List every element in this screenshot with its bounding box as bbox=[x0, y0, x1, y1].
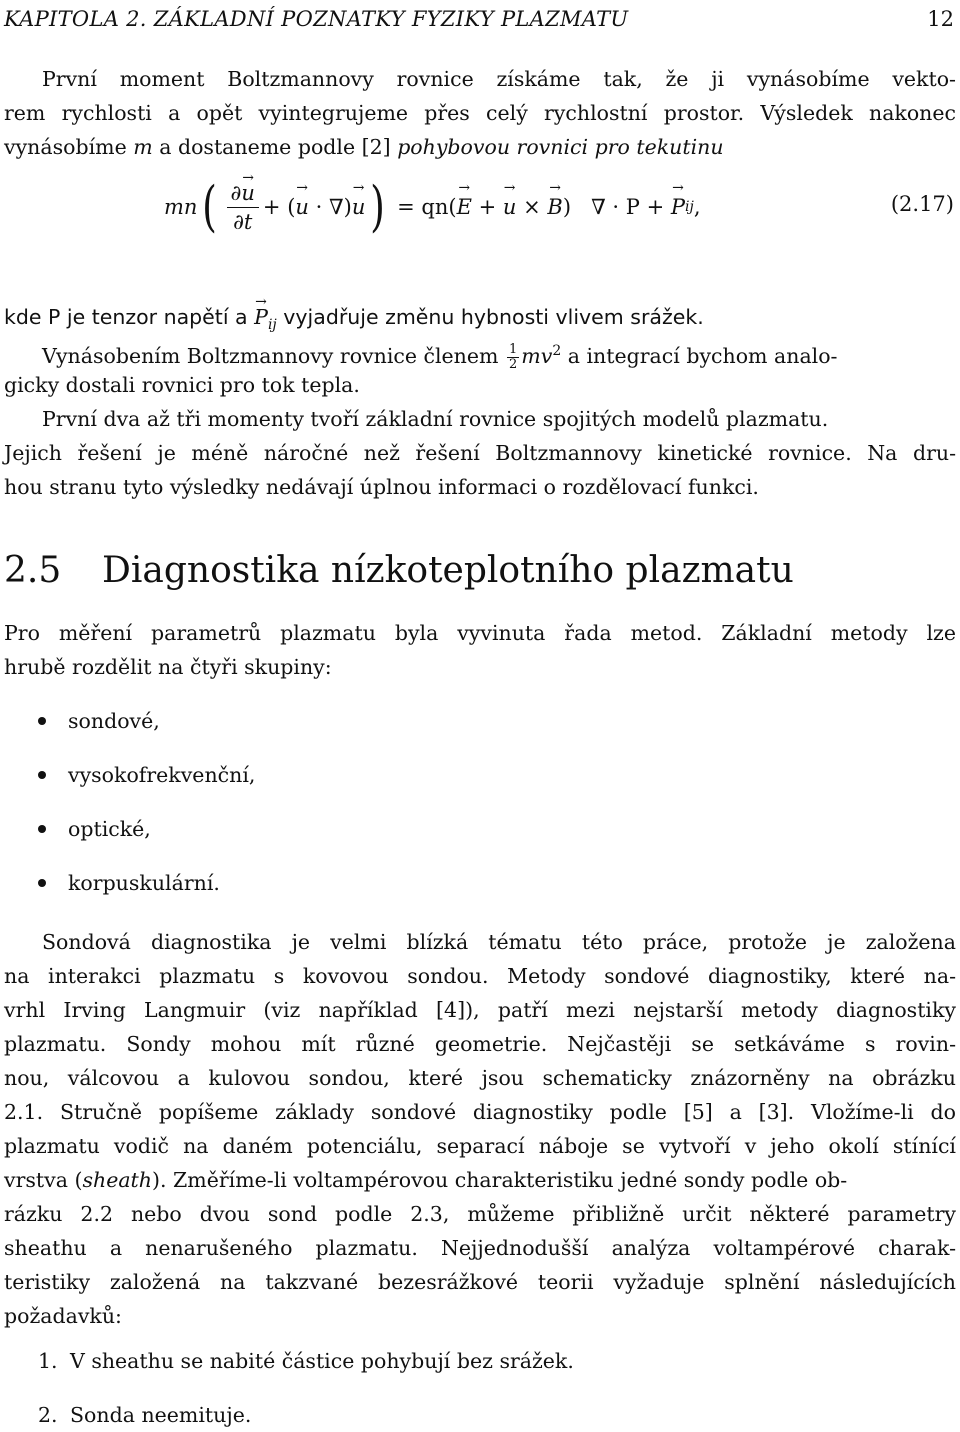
math-var: mv bbox=[521, 343, 553, 368]
fraction-numerator: ∂u → bbox=[227, 179, 259, 208]
math-op: × bbox=[523, 195, 541, 219]
text-line: hou stranu tyto výsledky nedávají úplnou informaci o rozdělovací funkci. bbox=[4, 475, 759, 499]
text-line bbox=[4, 1163, 956, 1197]
after-equation-text bbox=[4, 300, 956, 334]
list-item bbox=[38, 703, 255, 739]
paragraph-heat-flux bbox=[4, 334, 956, 402]
text-line bbox=[4, 130, 956, 164]
requirement-item bbox=[38, 1398, 251, 1432]
vector-p: P → bbox=[254, 300, 268, 334]
math-var: mn bbox=[164, 195, 198, 219]
section-number: 2.5 bbox=[4, 550, 62, 591]
text-line: sheathu a nenarušeného plazmatu. Nejjednodušší analýza voltampérové charak- bbox=[4, 1236, 956, 1260]
chapter-title: KAPITOLA 2. ZÁKLADNÍ POZNATKY FYZIKY PLAZMATU bbox=[4, 7, 629, 31]
math-op: ) bbox=[343, 195, 352, 219]
equation-number: (2.17) bbox=[890, 192, 954, 216]
vector-b: B → bbox=[547, 195, 562, 219]
math-op: , bbox=[693, 195, 701, 219]
section-heading bbox=[4, 547, 956, 595]
subscript: ij bbox=[685, 199, 694, 215]
text-line: plazmatu. Sondy mohou mít různé geometrie. Nejčastěji se setkáváme s rovin- bbox=[4, 1032, 956, 1056]
text-run: vrstva ( bbox=[4, 1168, 83, 1192]
paragraph-probe-diagnostics bbox=[4, 925, 956, 1333]
text-run: vynásobíme bbox=[4, 135, 127, 159]
text-run: a integrací bychom analo- bbox=[567, 343, 838, 368]
list-item-text: optické, bbox=[68, 817, 151, 841]
vector-e: E → bbox=[457, 195, 472, 219]
text-run bbox=[4, 1163, 847, 1197]
math-op: + ( bbox=[262, 195, 296, 219]
running-header bbox=[4, 2, 956, 36]
list-item-text: V sheathu se nabité částice pohybují bez srážek. bbox=[70, 1349, 574, 1373]
section-title: Diagnostika nízkoteplotního plazmatu bbox=[102, 550, 794, 591]
math-op: ∇ · P + bbox=[591, 195, 665, 219]
text-line: na interakci plazmatu s kovovou sondou. Metody sondové diagnostiky, které na- bbox=[4, 964, 956, 988]
text-line: teristiky založená na takzvané bezesrážkové teorii vyžaduje splnění následujících bbox=[4, 1270, 956, 1294]
text-line: Sondová diagnostika je velmi blízká tématu této práce, protože je založena bbox=[42, 930, 956, 954]
text-line: rem rychlosti a opět vyintegrujeme přes celý rychlostní prostor. Výsledek nakonec bbox=[4, 101, 956, 125]
list-item-text: vysokofrekvenční, bbox=[68, 763, 256, 787]
emphasis-text: sheath bbox=[82, 1168, 152, 1192]
text-run: vyjadřuje změnu hybnosti vlivem srážek. bbox=[283, 305, 704, 329]
text-line: První moment Boltzmannovy rovnice získáme tak, že ji vynásobíme vekto- bbox=[42, 67, 956, 91]
vector-u: u → bbox=[295, 195, 309, 219]
math-op: = qn( bbox=[397, 195, 457, 219]
list-item-text: Sonda neemituje. bbox=[70, 1403, 252, 1427]
page-number: 12 bbox=[927, 7, 954, 31]
text-line: rázku 2.2 nebo dvou sond podle 2.3, můžeme přibližně určit některé parametry bbox=[4, 1202, 956, 1226]
requirement-item bbox=[38, 1344, 574, 1378]
list-number: 2. bbox=[38, 1403, 58, 1427]
equation-body: mn ( $\frac{\partial u \to}{\partial t}$ + ( u → · ∇ ) u → ) = qn( E → + u → × B → ) ∇ · P + P → ij , bbox=[164, 172, 701, 242]
fraction-denominator: ∂t bbox=[233, 209, 253, 234]
partial-fraction bbox=[227, 179, 259, 236]
list-item-text: korpuskulární. bbox=[68, 871, 220, 895]
list-item-text: sondové, bbox=[68, 709, 160, 733]
section-intro bbox=[4, 616, 956, 684]
paragraph-moments bbox=[4, 402, 956, 504]
fraction-denominator: 2 bbox=[509, 356, 518, 372]
text-line bbox=[4, 334, 956, 372]
text-line: 2.1. Stručně popíšeme základy sondové diagnostiky podle [5] a [3]. Vložíme-li do bbox=[4, 1100, 956, 1124]
text-run: Vynásobením Boltzmannovy rovnice členem bbox=[42, 343, 499, 368]
text-run: kde P je tenzor napětí a bbox=[4, 305, 248, 329]
text-line: požadavků: bbox=[4, 1304, 122, 1328]
text-line bbox=[4, 300, 956, 334]
vector-p: P → bbox=[671, 195, 685, 219]
math-var: m bbox=[133, 135, 153, 159]
bullet-icon bbox=[38, 879, 46, 887]
right-paren: ) bbox=[370, 175, 386, 238]
bullet-icon bbox=[38, 825, 46, 833]
math-var: t bbox=[243, 209, 253, 234]
text-line: První dva až tři momenty tvoří základní rovnice spojitých modelů plazmatu. bbox=[42, 407, 829, 431]
text-line: nou, válcovou a kulovou sondou, které jsou schematicky znázorněny na obrázku bbox=[4, 1066, 956, 1090]
fraction-numerator: 1 bbox=[509, 341, 518, 357]
text-run: ). Změříme-li voltampérovou charakteristiku jedné sondy podle ob- bbox=[152, 1168, 848, 1192]
vector-u: u → bbox=[352, 195, 366, 219]
bullet-icon bbox=[38, 717, 46, 725]
intro-paragraph bbox=[4, 62, 956, 164]
math-op: ) bbox=[562, 195, 572, 219]
vector-u: u → bbox=[503, 195, 517, 219]
list-item bbox=[38, 811, 255, 847]
bullet-icon bbox=[38, 771, 46, 779]
text-run: a dostaneme podle [2] bbox=[159, 135, 391, 159]
text-line: vrhl Irving Langmuir (viz například [4]), patří mezi nejstarší metody diagnostiky bbox=[4, 998, 956, 1022]
superscript: 2 bbox=[552, 343, 562, 359]
text-line: gicky dostali rovnici pro tok tepla. bbox=[4, 373, 360, 397]
emphasis-text: pohybovou rovnici pro tekutinu bbox=[397, 135, 724, 159]
subscript: ij bbox=[267, 317, 277, 334]
nabla-symbol: ∇ bbox=[328, 195, 344, 219]
equation-2-17 bbox=[164, 172, 956, 242]
vector-u: u → bbox=[241, 179, 255, 207]
text-line: hrubě rozdělit na čtyři skupiny: bbox=[4, 655, 332, 679]
text-line: plazmatu vodič na daném potenciálu, separací náboje se vytvoří v jeho okolí stínící bbox=[4, 1134, 956, 1158]
text-line: Pro měření parametrů plazmatu byla vyvinuta řada metod. Základní metody lze bbox=[4, 621, 956, 645]
text-line: Jejich řešení je méně náročné než řešení Boltzmannovy kinetické rovnice. Na dru- bbox=[4, 441, 956, 465]
left-paren: ( bbox=[202, 175, 218, 238]
list-item bbox=[38, 757, 255, 793]
list-number: 1. bbox=[38, 1349, 58, 1373]
list-item bbox=[38, 865, 255, 901]
diagnostics-groups-list bbox=[38, 703, 255, 919]
math-op: + bbox=[478, 195, 497, 219]
